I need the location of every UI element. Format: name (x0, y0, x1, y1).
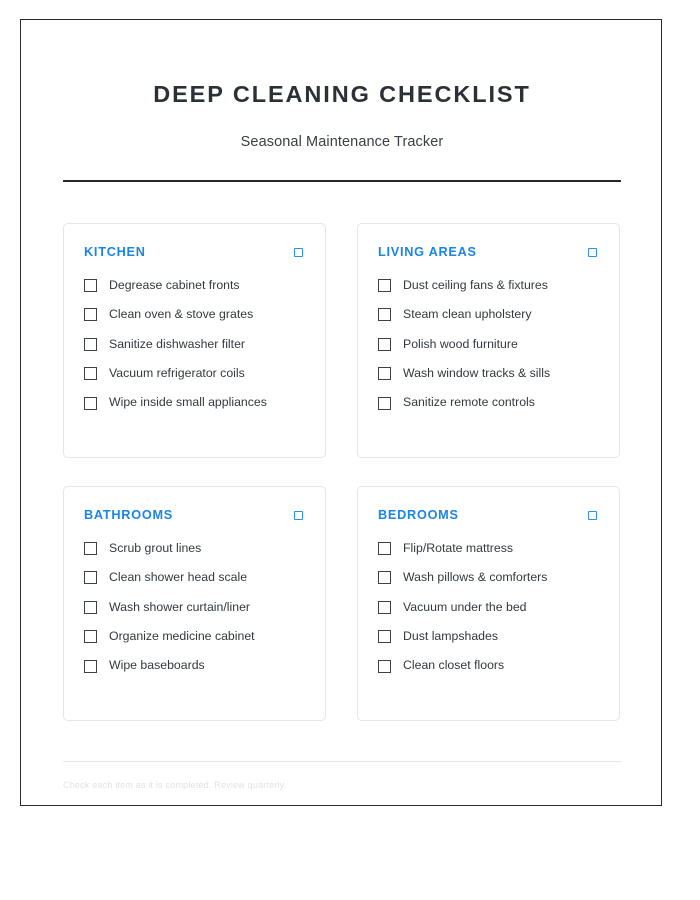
card-header (378, 246, 599, 259)
list-item[interactable] (378, 395, 599, 410)
list-item-label: Vacuum under the bed (403, 599, 527, 614)
square-outline-icon (588, 248, 597, 257)
checklist (84, 278, 305, 411)
card-title: BEDROOMS (378, 508, 459, 523)
list-item[interactable] (378, 337, 599, 352)
checkbox-icon[interactable] (84, 279, 97, 292)
checkbox-icon[interactable] (84, 338, 97, 351)
checkbox-icon[interactable] (378, 338, 391, 351)
list-item-label: Clean oven & stove grates (109, 307, 254, 322)
checkbox-icon[interactable] (84, 571, 97, 584)
list-item-label: Wash pillows & comforters (403, 570, 548, 585)
footer-divider (63, 761, 621, 762)
list-item-label: Wipe baseboards (109, 658, 205, 673)
list-item-label: Steam clean upholstery (403, 307, 532, 322)
list-item[interactable] (378, 278, 599, 293)
list-item[interactable] (378, 570, 599, 585)
list-item-label: Wash window tracks & sills (403, 365, 551, 380)
list-item-label: Clean shower head scale (109, 570, 248, 585)
square-outline-icon (588, 511, 597, 520)
list-item[interactable] (84, 278, 305, 293)
list-item-label: Wash shower curtain/liner (109, 599, 251, 614)
checkbox-icon[interactable] (84, 308, 97, 321)
list-item[interactable] (378, 629, 599, 644)
list-item[interactable] (378, 366, 599, 381)
checklist-card-bedrooms (357, 486, 620, 721)
list-item[interactable] (378, 600, 599, 615)
list-item-label: Vacuum refrigerator coils (109, 365, 245, 380)
checklist (378, 278, 599, 411)
list-item-label: Degrease cabinet fronts (109, 277, 240, 292)
square-outline-icon (294, 248, 303, 257)
checkbox-icon[interactable] (84, 630, 97, 643)
checkbox-icon[interactable] (378, 630, 391, 643)
card-header (84, 509, 305, 522)
list-item-label: Scrub grout lines (109, 540, 202, 555)
list-item-label: Organize medicine cabinet (109, 628, 255, 643)
checkbox-icon[interactable] (378, 571, 391, 584)
list-item-label: Dust lampshades (403, 628, 499, 643)
list-item[interactable] (84, 395, 305, 410)
list-item[interactable] (84, 366, 305, 381)
checklist-card-bathrooms (63, 486, 326, 721)
document-body (21, 20, 662, 790)
footer-note: Check each item as it is completed. Review quarterly. (63, 780, 287, 791)
checkbox-icon[interactable] (84, 542, 97, 555)
list-item-label: Wipe inside small appliances (109, 395, 267, 410)
card-title: KITCHEN (84, 245, 146, 260)
checkbox-icon[interactable] (378, 660, 391, 673)
checkbox-icon[interactable] (378, 308, 391, 321)
card-title: LIVING AREAS (378, 245, 477, 260)
checklist-card-kitchen (63, 223, 326, 458)
checkbox-icon[interactable] (84, 397, 97, 410)
checklist (378, 541, 599, 674)
checkbox-icon[interactable] (378, 397, 391, 410)
page-title: DEEP CLEANING CHECKLIST (153, 81, 531, 107)
checklist-card-living-areas (357, 223, 620, 458)
list-item[interactable] (84, 307, 305, 322)
checkbox-icon[interactable] (378, 279, 391, 292)
list-item-label: Clean closet floors (403, 658, 505, 673)
card-header (378, 509, 599, 522)
list-item[interactable] (84, 600, 305, 615)
title-divider (63, 180, 621, 182)
list-item[interactable] (378, 658, 599, 673)
checkbox-icon[interactable] (84, 367, 97, 380)
checkbox-icon[interactable] (378, 542, 391, 555)
list-item[interactable] (84, 541, 305, 556)
list-item[interactable] (378, 307, 599, 322)
checklist (84, 541, 305, 674)
list-item-label: Polish wood furniture (403, 336, 518, 351)
list-item[interactable] (84, 658, 305, 673)
checkbox-icon[interactable] (378, 367, 391, 380)
checkbox-icon[interactable] (378, 601, 391, 614)
card-header (84, 246, 305, 259)
list-item[interactable] (84, 570, 305, 585)
page-subtitle: Seasonal Maintenance Tracker (240, 134, 444, 151)
list-item-label: Flip/Rotate mattress (403, 540, 514, 555)
document-page (20, 19, 662, 806)
list-item-label: Sanitize remote controls (403, 395, 535, 410)
list-item[interactable] (84, 337, 305, 352)
square-outline-icon (294, 511, 303, 520)
list-item[interactable] (84, 629, 305, 644)
checkbox-icon[interactable] (84, 660, 97, 673)
list-item-label: Sanitize dishwasher filter (109, 336, 246, 351)
list-item-label: Dust ceiling fans & fixtures (403, 277, 548, 292)
list-item[interactable] (378, 541, 599, 556)
checkbox-icon[interactable] (84, 601, 97, 614)
checklist-card-grid (63, 223, 621, 721)
card-title: BATHROOMS (84, 508, 173, 523)
